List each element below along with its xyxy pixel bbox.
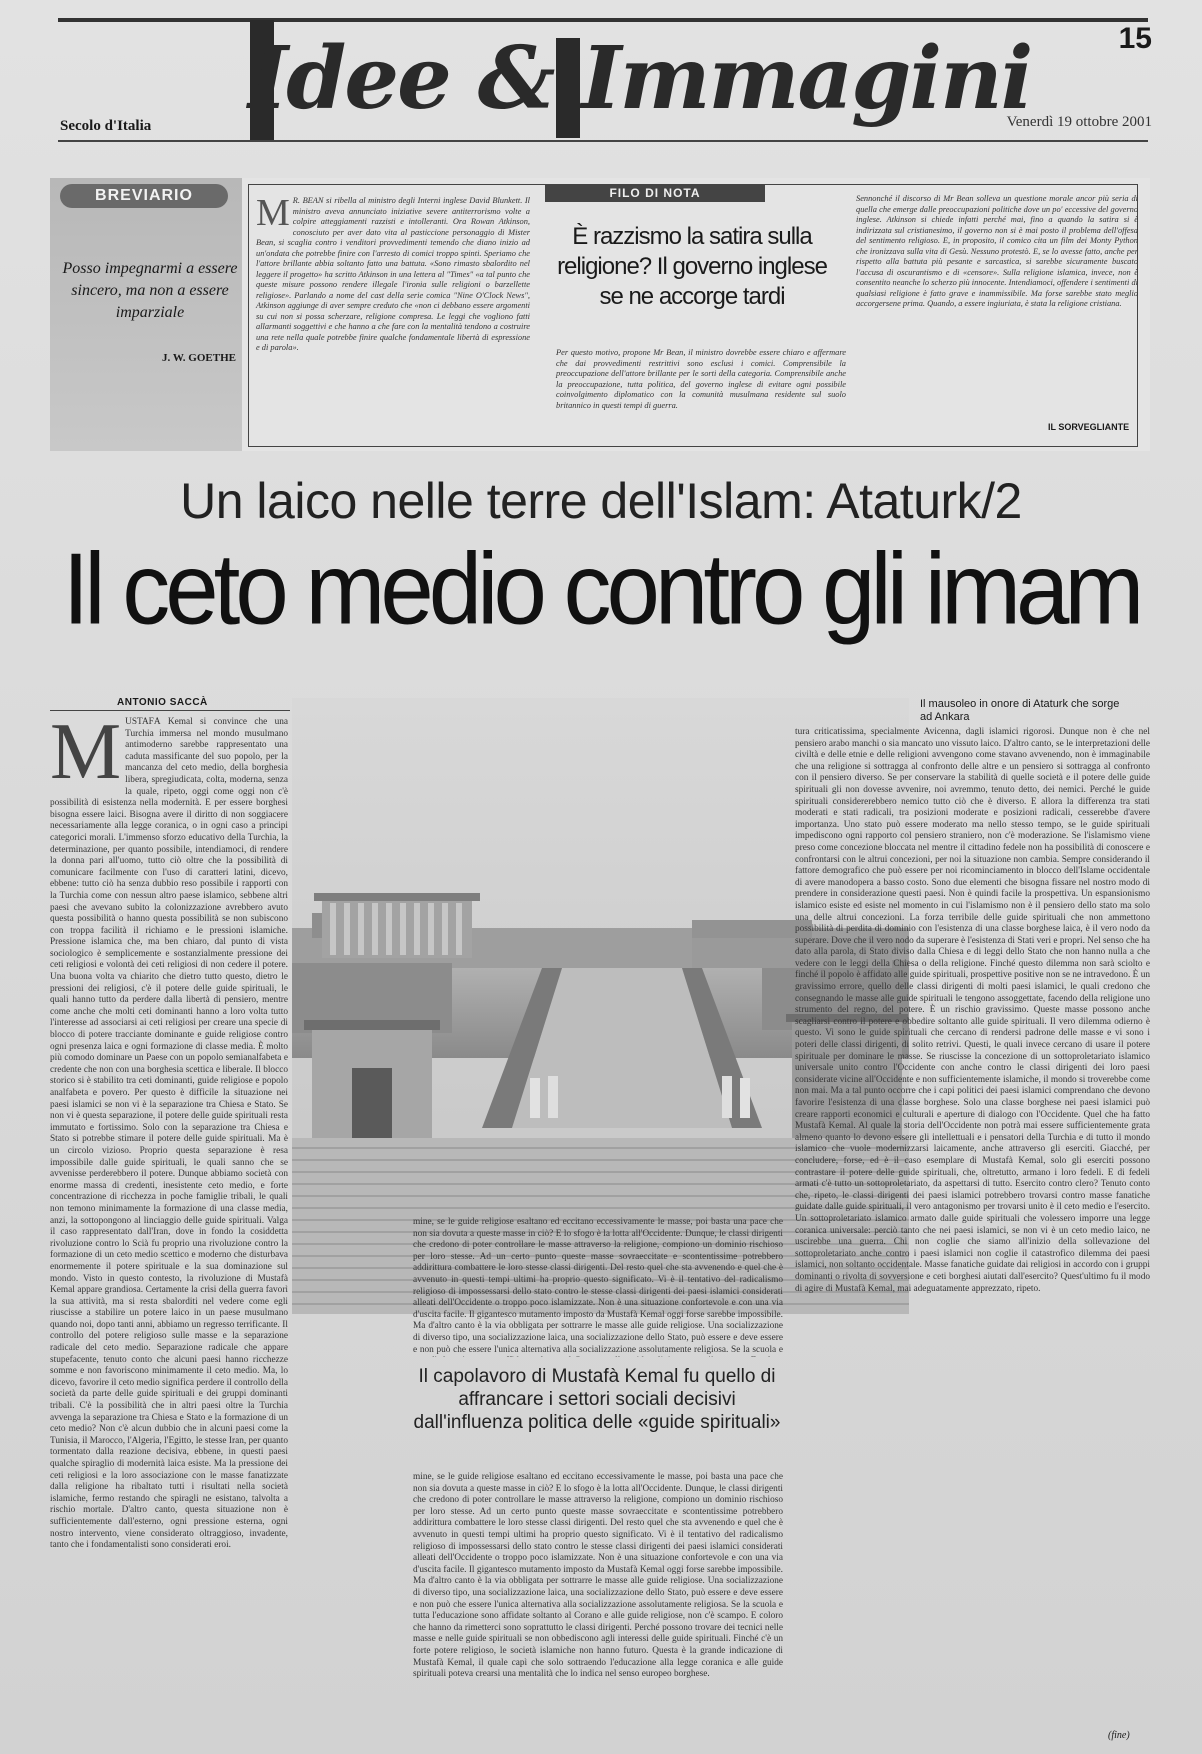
article-col-2b bbox=[413, 1472, 783, 1722]
page-number: 15 bbox=[1118, 22, 1152, 55]
breviario-author: J. W. GOETHE bbox=[162, 352, 236, 364]
breviario-tag: BREVIARIO bbox=[60, 184, 228, 208]
filo-col-1-text: R. BEAN si ribella al ministro degli Interni inglese David Blunkett. Il ministro aveva annunciato iniziative severe antiterrorismo volte a colpire atteggiamenti razzisti e intolleranti. Ora Rowan Atkinson, conosciuto per aver dato vita al pasticcione personaggio di Mister Bean, si scaglia contro i venditori provvedimenti temendo che diano inizio ad un'ondata che potrebbe finire con l'arresto di comici troppo spinti. Speriamo che l'attore brillante abbia soltanto fatto una battuta. «Sono rimasto sbalordito nel leggere il progetto» ha scritto Atkinson in una lettera al "Times" «a tal punto che queste misure possono rendere illegale l'ironia sulle religioni o barzellette religiose». Parlando a nome del cast della serie comica "Nine O'Clock News", Atkinson aggiunge di aver sempre creduto che «non ci debbano essere argomenti su cui non si possa scherzare, religione compresa. Le leggi che vogliono fatti allarmanti soggettivi e che hanno a che fare con la mentalità tendono a costruire una rete nella quale potrebbe finire qualche fondamentale libertà di espressione e di parola». bbox=[256, 196, 530, 352]
filo-di-nota-headline: È razzismo la satira sulla religione? Il governo inglese se ne accorge tardi bbox=[557, 223, 827, 310]
article-signature: (fine) bbox=[1108, 1730, 1130, 1741]
article-col-1-text: USTAFÀ Kemal si convince che una Turchia immersa nel mondo musulmano antimoderno sarebbe rappresentato una caduta massificante del suo popolo, per la mancanza del ceto medio, della borghesia libera, spregiudicata, colta, moderna, senza la quale, ripeto, oggi come oggi non c'è possibilità di esistenza nella modernità. E per essere borghesi bisogna essere laici. Bisogna avere il diritto di non soggiacere necessariamente alla legge coranica, o in ogni caso a principi categorici morali. L'immenso sforzo educativo della Turchia, la determinazione, per quanto possibile, intendiamoci, di rendere la donna pari all'uomo, tutto ciò oltre che la possibilità di comunicare facilmente con l'uso di caratteri latini, dicevo, ebbene: tutto ciò ha senza dubbio reso possibile i rapporti con la Turchia come con nessun altro paese islamico, sebbene altri paesi che avevano subito la colonizzazione avrebbero avuto questa possibilità o hanno questa possibilità se non subiscono con troppa facilità il richiamo e le pressioni islamiche. Pressione islamica che, ma ben chiaro, dal punto di vista sociologico è semplicemente e sostanzialmente pressione dei ceti religiosi e volontà dei ceti religiosi di non cedere il potere. Una buona volta va chiarito che dietro tutto questo, dietro le pressioni dei religiosi, c'è il potere delle guide spirituali, le quali hanno tutto da perdere dalla libertà di pensiero, mentre come anche che molti ceti dominanti hanno a loro volta tutto l'interesse ad associarsi ai ceti religiosi per creare una specie di blocco di potere tracciante dominante e guide religiose contro ogni presenza laica e ogni formazione di classe media. È molto più comodo dominare un Paese con un popolo semianalfabeta e credente che non con una borghesia scettica e liberale. Il blocco storico si è stabilito tra ceti dominanti, guide religiose e popolo analfabeta e povero. Per questo è difficile la situazione nei paesi islamici se non vi è la separazione tra Chiesa e Stato. Se non vi è questa separazione, il potere delle guide spirituali resta immutato e fortissimo. Solo con la separazione tra Chiesa e Stato si potrebbe stimare il potere delle guide spirituali. Ma è un circolo vizioso. Proprio questa separazione è resa impossibile dalle guide spirituali, le quali sanno che se avvenisse perderebbero il potere. Dunque abbiamo società con enorme massa di credenti, inesistente ceto medio, e forte concentrazione di ricchezza in poche famiglie tribali, le quali non temono minimamente la formazione di una classe media, anzi, la sottopongono al linciaggio delle guide spirituali. Valga il caso rappresentato dall'Iran, dove in fondo la cosiddetta rivoluzione contro lo Scià fu proprio una rivoluzione contro la formazione di un ceto medio scettico e moderno che disturbava enormemente il potere spirituale e la sua dominazione sul mondo. Visto in questo contesto, la rivoluzione di Mustafà Kemal appare grandiosa. Certamente la crisi della guerra favorì la sua attività, ma si resta sbalorditi nel vedere come egli riuscisse a stabilire un potere laico in un paese musulmano quando noi, dopo tanti anni, abbiamo un regresso terrificante. Il controllo del potere religioso sulle masse e la separazione radicale del ceto medio. Separazione radicale che appare stupefacente, tenuto conto che alcuni paesi hanno ricchezze somme e non favoriscono minimamente il ceto medio. Ma, lo dicevo, favorire il ceto medio significa perdere il controllo della società da parte delle guide spirituali e dei gruppi dominanti tribali. C'è la possibilità che in altri paesi oltre la Turchia avvenga la separazione tra Chiesa e Stato e la formazione di un ceto medio? Non c'è alcun dubbio che in alcuni paesi come la Tunisia, il Marocco, l'Algeria, l'Egitto, le stesse Iran, per quanto tormentato dalla reazione decisiva, ebbene, in questi paesi qualche spiraglio di modernità laica esiste. Ma la pressione dei ceti religiosi e la loro associazione con le masse fanatizzate dalla religione ha ribaltato tutti i risultati nella società islamiche, fermo restando che spiragli ne esistano, talvolta a rischio mortale. D'altro canto, questa situazione non è sufficientemente dall'esterno, ogni pressione esterna, ogni nostro intervento, viene considerato oltraggioso, invadente, tanto che i fondamentalisti sono considerati eroi. bbox=[50, 717, 288, 1551]
breviario-box bbox=[50, 178, 250, 451]
filo-col-3: Sennonché il discorso di Mr Bean solleva un questione morale ancor più seria di quella che emerge dalle preoccupazioni politiche dove un po' eccessive del governo inglese. Atkinson si chiede infatti perché mai, fino a quando la satira si è indirizzata sul cristianesimo, il governo non si è mai posto il problema dell'offesa del sentimento religioso. E, in proposito, il comico cita un film dei Monty Python che ironizzava sulla vita di Gesù. Nessuno protestò. E, se lo avesse fatto, anche per rispetto alla battuta più pesante e sarcastica, si sarebbe sicuramente buscato l'accusa di oscurantismo e di «censore». Sulla religione islamica, invece, non è consentito neanche lo scherzo più innocente. Intendiamoci, offendere i sentimenti di qualsiasi religione è fatto grave e inammissibile. Ma forse sarebbe stato meglio accorgersene prima. Quando, a essere ingiuriata, è stata la religione cristiana. bbox=[856, 194, 1138, 308]
filo-signature: IL SORVEGLIANTE bbox=[1048, 422, 1130, 432]
filo-col-1 bbox=[256, 192, 530, 441]
filo-di-nota-tag: FILO DI NOTA bbox=[545, 184, 765, 202]
article-col-1 bbox=[50, 717, 288, 1727]
article-byline: ANTONIO SACCÀ bbox=[117, 697, 208, 708]
drop-cap: M bbox=[256, 192, 290, 234]
paper-name: Secolo d'Italia bbox=[60, 118, 152, 134]
article-headline: Il ceto medio contro gli imam bbox=[62, 533, 1140, 646]
filo-col-2: Per questo motivo, propone Mr Bean, il ministro dovrebbe essere chiaro e affermare che dai provvedimenti restrittivi sono esclusi i comici. Comprensibile la preoccupazione dell'attore brillante per le sorti della categoria. Comprensibile anche la preoccupazione, tutta politica, del governo inglese di evitare ogni possibile coinvolgimento diplomatico con la comunità musulmana residente sul suolo britannico in questi tempi di guerra. bbox=[556, 348, 846, 410]
masthead-top-rule bbox=[58, 18, 1148, 22]
section-title: Idee & Immagini bbox=[248, 28, 1032, 129]
article-drop-cap: M bbox=[50, 717, 122, 796]
article-col-3: tura criticatissima, specialmente Avicenna, dagli islamici rigorosi. Dunque non è che nel pensiero arabo manchi o sia mancato uno vissuto laico. D'altro canto, se le interpretazioni delle civiltà e delle etnie e delle religioni avvengono come stavano avvenendo, non è immaginabile che una religione si sottragga al confronto delle altre e un pensiero si sottragga al confronto con il pensiero diverso. Se per conservare la stabilità di quelle società e il potere delle guide spirituali gli non dovesse avvenire, noi avremmo, tenuto detto, dei nemici. Perché le guide spirituali considererebbero nemico tutto ciò che è diverso. E allora la differenza tra stati moderati e stati radicali, tra posizioni moderate e posizioni radicali, cesserebbe d'avere importanza. Uno stato può essere moderato ma nello stesso tempo, se le guide spirituali impediscono ogni rapporto col pensiero straniero, non c'è moderazione. Se l'islamismo viene preso come concezione bloccata nel mentre il cittadino fedele non ha possibilità di conoscere e confrontarsi con le altrui concezioni, per noi la situazione non cambia. Sempre considerando il fattore demografico che può essere per noi ricominciamento in blocco dell'Islame occidentale di avere manodopera a basso costo. Sono due elementi che bisogna fissare nel nostro modo di prendere in considerazione questi paesi. Non è quindi facile la prospettiva. Un espansionismo islamico esiste ed esiste nel momento in cui l'islamismo non è il pensiero dello stato ma solo una delle altrui concezioni. La forza terribile delle guide spirituali che non ammettono possibilità di perdita di dominio con l'esistenza di una classe borghese laica, è il vero nodo da superare. Dove che il vero nodo da superare è l'esistenza di Stati veri e propri. Nel senso che ha dato alla parola, di Stato diviso dalla Chiesa e di leggi dello Stato che non hanno nulla a che vedere con le leggi della Chiesa o della religione. Finché questo dilemma non sarà sciolto e finché il popolo è affidato alle guide spirituali, prospettive positive non se ne intravedono. È un gravissimo errore, quello delle classi dirigenti di molti paesi islamici, le quali credono che consegnando le masse alle guide spirituali le tengono assoggettate, facendo della religione uno strumento del regno, del potere. È un rischio gravissimo. Queste masse possono anche scagliarsi contro il potere e obbedire soltanto alle guide spirituali. Il vero dilemma odierno è questo. Vi sono le guide spirituali che cercano di rendersi padrone delle masse e vi sono i poteri delle classi dirigenti, di solito retrivi. Questi, le quali invece cercano di usare il potere spirituale per dominare le masse. Se riuscisse la concezione di un sottoproletariato islamico universale unito contro l'Occidente con anche contro le classi dirigenti dei loro paesi considerate vicine all'Occidente e non sufficientemente islamiche, il mondo si troverebbe come non mai. Ma a tal punto occorre che i capi politici dei paesi islamici comprendano che devono favorire l'esistenza di una classe borghese. Solo una classe borghese nei paesi islamici può creare rapporti economici e culturali e aperture di dialogo con l'Occidente. Quel che ha fatto Mustafà Kemal. Al quale la storia dell'Occidente non potrà mai essere sufficientemente grata almeno quanto lo devono essere gli intellettuali e i pensatori della Turchia e di tutto il mondo islamico che vuole modernizzarsi laicamente, anche attraverso gli eserciti. Giacché, per concludere, forse, ed è il caso esemplare di Mustafà Kemal, solo gli eserciti possono contrastare il potere delle guide spirituali, che, oltretutto, armano i loro fedeli. E di fedeli armati c'è tutto un sottoproletariato, da aspettarsi di tutto. Esercito contro clero? Tenuto conto che, ripeto, le classi dirigenti dei paesi islamici potrebbero trovarsi contro masse fanatiche guidate dalle guide spirituali, il vero antagonismo per trovarsi unito è il ceto medio e l'esercito. Un sottoproletariato islamico armato dalle guide spirituali che volessero imporre una legge coranica universale: perciò tanto che nei paesi islamici, se non vi è un ceto medio laico, ne uscirebbe una guerra. Chi non coglie che siamo all'inizio della sollevazione del sottoproletariato anche contro i paesi islamici non coglie il catastrofico dilemma dei paesi islamici, non soltanto occidentale. Masse fanatiche guidate dai religiosi in accordo con i gruppi dominanti o rivolta di sovversione e ceti borghesi aiutati dall'esercito? Quest'ultimo fu il modo di agire di Mustafà Kemal, mai adeguatamente apprezzato, ripeto. bbox=[795, 727, 1150, 1294]
article-kicker: Un laico nelle terre dell'Islam: Ataturk/2 bbox=[180, 473, 1022, 529]
photo-caption: Il mausoleo in onore di Ataturk che sorge ad Ankara bbox=[920, 698, 1120, 723]
article-col-2b-text: mine, se le guide religiose esaltano ed eccitano eccessivamente le masse, poi basta una pace che non sia dovuta a queste masse in ciò? E lo sfogo è la lotta all'Occidente. Dunque, le classi dirigenti che credono di poter controllare le masse attraverso la religione, compiono un dominio rischioso per loro stesse. Ad un certo punto queste masse sovraeccitate e scontentissime potrebbero addirittura combattere le loro stesse classi dirigenti. Del resto quel che sta avvenendo e quel che è avvenuto in questi tempi ultimi ha proprio questo significato. Vi è il tentativo del radicalismo religioso di impossessarsi dello stato contro le stesse classi dirigenti dei paesi islamici considerati alleati dell'Occidente o troppo poco islamizzate. Non è una situazione confortevole e con una via d'uscita facile. Il gigantesco mutamento imposto da Mustafà Kemal oggi forse sarebbe impossibile. Ma d'altro canto è la via obbligata per sottrarre le masse alle guide religiose. Una socializzazione di diverso tipo, una socializzazione laica, una socializzazione dello Stato, può essere e deve essere e non può che essere l'unica alternativa alla socializzazione assolutamente religiosa. Se la scuola e tutta l'educazione sono affidate soltanto al Corano e alle guide religiose, non c'è scampo. E coloro che hanno da rimetterci sono soprattutto le classi dirigenti. Perché possono trovare dei tecnici nelle masse e nelle guide spirituali se non obbediscono agli interessi delle guide spirituali. Finché c'è un forte potere religioso, le società islamiche non hanno futuro. Questa è la grande indicazione di Mustafà Kemal, il quale capì che solo sottraendo l'educazione alla legge coranica e alle guide spirituali poteva crearsi una mentalità che lo indica nel senso europeo borghese. bbox=[413, 1472, 783, 1680]
issue-date: Venerdì 19 ottobre 2001 bbox=[1006, 114, 1152, 130]
article-subhead: Il capolavoro di Mustafà Kemal fu quello di affrancare i settori sociali decisivi dall'influenza politica delle «guide spirituali» bbox=[413, 1366, 781, 1433]
byline-rule bbox=[50, 710, 290, 711]
breviario-quote: Posso impegnarmi a essere sincero, ma non a essere imparziale bbox=[62, 260, 238, 321]
article-col-2a: mine, se le guide religiose esaltano ed eccitano eccessivamente le masse, poi basta una pace che non sia dovuta a queste masse in ciò? E lo sfogo è la lotta all'Occidente. Dunque, le classi dirigenti che credono di poter controllare le masse attraverso la religione, compiono un dominio rischioso per loro stesse. Ad un certo punto queste masse sovraeccitate e scontentissime potrebbero addirittura combattere le loro stesse classi dirigenti. Del resto quel che sta avvenendo e quel che è avvenuto in questi tempi ultimi ha proprio questo significato. Vi è il tentativo del radicalismo religioso di impossessarsi dello stato contro le stesse classi dirigenti dei paesi islamici considerati alleati dell'Occidente o troppo poco islamizzate. Non è una situazione confortevole e con una via d'uscita facile. Il gigantesco mutamento imposto da Mustafà Kemal oggi forse sarebbe impossibile. Ma d'altro canto è la via obbligata per sottrarre le masse alle guide religiose. Una socializzazione di diverso tipo, una socializzazione laica, una socializzazione dello Stato, può essere e deve essere e non può che essere l'unica alternativa alla socializzazione assolutamente religiosa. Se la scuola e bbox=[413, 1217, 783, 1355]
masthead-bottom-rule bbox=[58, 140, 1148, 142]
